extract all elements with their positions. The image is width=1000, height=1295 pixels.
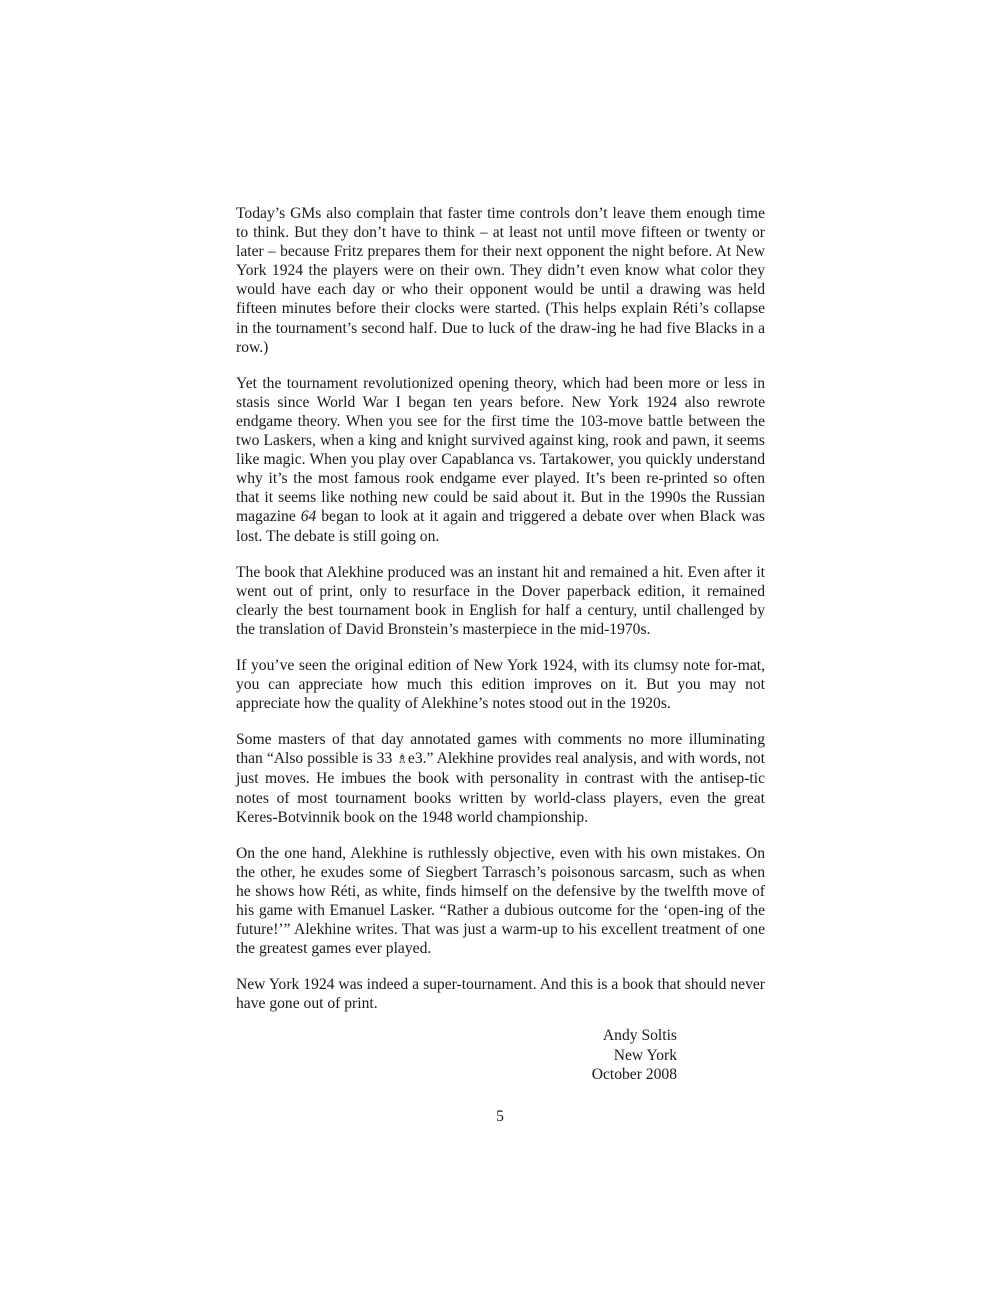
paragraph-7: New York 1924 was indeed a super-tournament. And this is a book that should never have gone out of print. — [236, 976, 765, 1013]
author-name: Andy Soltis — [602, 1027, 677, 1044]
paragraph-6: On the one hand, Alekhine is ruthlessly objective, even with his own mistakes. On the other, he exudes some of Siegbert Tarrasch’s poisonous sarcasm, such as when he shows how Réti, as white, finds himself on the defensive by the twelfth move of his game with Emanuel Lasker. “Rather a dubious outcome for the ‘open-ing of the future!’” Alekhine writes. That was just a warm-up to his excellent treatment of one the greatest games ever played. — [236, 844, 765, 958]
magazine-title: 64 — [300, 508, 317, 526]
paragraph-3: The book that Alekhine produced was an instant hit and remained a hit. Even after it went out of print, only to resurface in the Dover paperback edition, it remained clearly the best tournament book in English for half a century, until challenged by the translation of David Bronstein’s masterpiece in the mid-1970s. — [236, 563, 765, 638]
paragraph-2-text-b: began to look at it again and triggered a debate over when Black was lost. The debate is still going on. — [236, 508, 765, 545]
page-number: 5 — [496, 1108, 504, 1125]
bishop-icon: ♗ — [396, 752, 408, 768]
signature-block — [560, 1026, 677, 1085]
paragraph-5 — [236, 730, 765, 826]
paragraph-2 — [236, 374, 765, 546]
paragraph-5-text-a: Some masters of that day annotated games with comments no more illuminating than “Also possible is 33 — [236, 731, 765, 768]
author-place: New York — [613, 1046, 677, 1064]
body-text — [236, 204, 765, 1030]
paragraph-1: Today’s GMs also complain that faster time controls don’t leave them enough time to think. But they don’t have to think – at least not until move fifteen or twenty or later – because Fritz prepares them for their next opponent the night before. At New York 1924 the players were on their own. They didn’t even know what color they would have each day or who their opponent would be until a drawing was held fifteen minutes before their clocks were started. (This helps explain Réti’s collapse in the tournament’s second half. Due to luck of the draw-ing he had five Blacks in a row.) — [236, 205, 765, 356]
paragraph-5-text-b: e3.” Alekhine provides real analysis, and with words, not just moves. He imbues the book with personality in contrast with the antisep-tic notes of most tournament books written by world-class players, even the great Keres-Botvinnik book on the 1948 world championship. — [236, 750, 765, 826]
paragraph-2-text-a: Yet the tournament revolutionized opening theory, which had been more or less in stasis since World War I began ten years before. New York 1924 also rewrote endgame theory. When you see for the first time the 103-move battle between the two Laskers, when a king and knight survived against king, rook and pawn, it seems like magic. When you play over Capablanca vs. Tartakower, you quickly understand why it’s the most famous rook endgame ever played. It’s been re-printed so often that it seems like nothing new could be said about it. But in the 1990s the Russian magazine — [236, 374, 765, 526]
paragraph-4: If you’ve seen the original edition of New York 1924, with its clumsy note for-mat, you can appreciate how much this edition improves on it. But you may not appreciate how the quality of Alekhine’s notes stood out in the 1920s. — [236, 656, 765, 713]
signature-date: October 2008 — [591, 1066, 677, 1083]
